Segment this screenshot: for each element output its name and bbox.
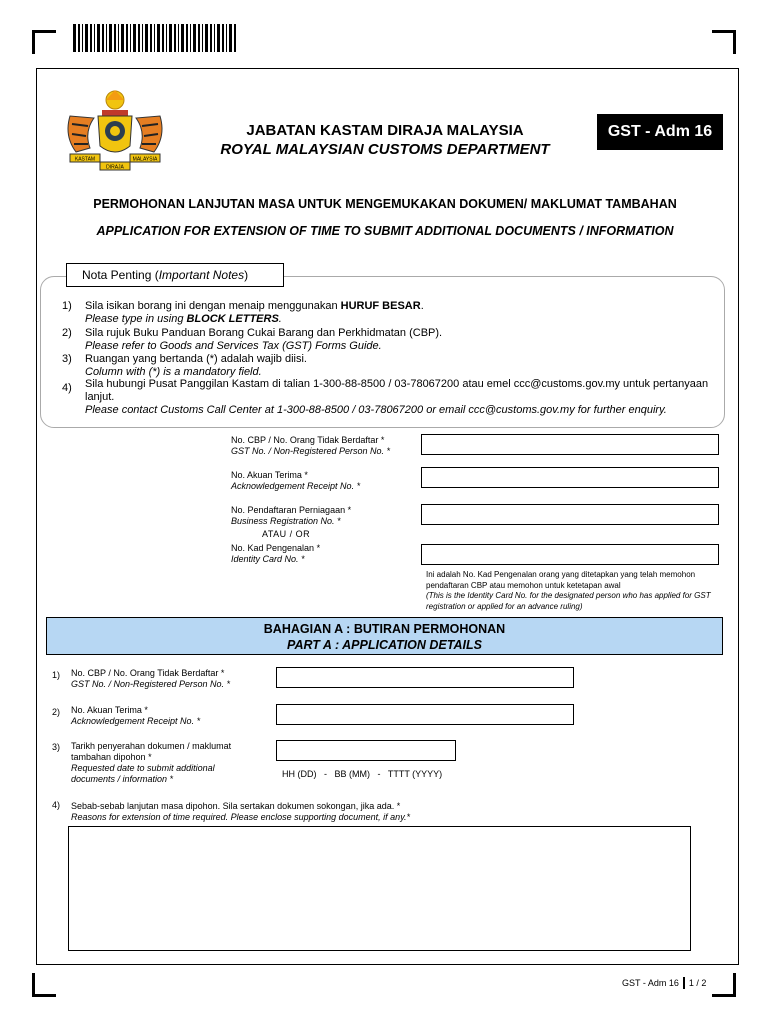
- barcode-bar: [193, 24, 196, 52]
- notes-heading-malay: Nota Penting (: [82, 268, 159, 282]
- notes-heading: [66, 263, 284, 287]
- note-text-english-bold: BLOCK LETTERS: [186, 313, 279, 325]
- crop-mark-top-right: [712, 30, 736, 54]
- barcode-bar: [169, 24, 172, 52]
- note-text-english: Please refer to Goods and Services Tax (GST) Forms Guide.: [85, 340, 382, 352]
- crest-text-right: MALAYSIA: [132, 156, 158, 163]
- form-title-malay: PERMOHONAN LANJUTAN MASA UNTUK MENGEMUKAKAN DOKUMEN/ MAKLUMAT TAMBAHAN: [93, 197, 677, 211]
- q3-label: [71, 741, 261, 785]
- barcode-bar: [102, 24, 104, 52]
- footer-page-number: 1 / 2: [688, 978, 707, 988]
- barcode-bar: [214, 24, 215, 52]
- part-a-heading-malay: BAHAGIAN A : BUTIRAN PERMOHONAN: [263, 622, 506, 636]
- barcode-bar: [174, 24, 176, 52]
- barcode-bar: [78, 24, 80, 52]
- barcode-bar: [202, 24, 203, 52]
- ic-input[interactable]: [421, 544, 719, 565]
- crop-mark-bottom-right: [712, 973, 736, 997]
- barcode-bar: [109, 24, 112, 52]
- barcode-bar: [205, 24, 208, 52]
- q2-number: 2): [52, 707, 61, 717]
- q3-date-input[interactable]: [276, 740, 456, 761]
- barcode-bar: [157, 24, 160, 52]
- part-a-heading-english: PART A : APPLICATION DETAILS: [287, 638, 482, 652]
- q1-label: [71, 668, 230, 690]
- q1-label-english: GST No. / Non-Registered Person No. *: [71, 679, 231, 689]
- barcode-bar: [162, 24, 164, 52]
- note-text-malay-end: .: [420, 300, 424, 312]
- ic-label: [231, 543, 320, 565]
- q2-label-malay: No. Akuan Terima *: [71, 705, 148, 715]
- barcode-bar: [118, 24, 119, 52]
- barcode-bar: [73, 24, 76, 52]
- note-item-4: [62, 378, 722, 417]
- barcode-bar: [138, 24, 140, 52]
- barcode-bar: [198, 24, 200, 52]
- note-item-2: [62, 327, 722, 353]
- barcode-bar: [130, 24, 131, 52]
- barcode-bar: [97, 24, 100, 52]
- ic-note-malay: Ini adalah No. Kad Pengenalan orang yang ditetapkan yang telah memohon pendaftaran CBP atau memohon untuk ketetapan awal: [426, 570, 696, 590]
- ack-no-label: [231, 470, 360, 492]
- gst-no-label-malay: No. CBP / No. Orang Tidak Berdaftar *: [231, 435, 385, 445]
- barcode-bar: [90, 24, 92, 52]
- q4-label-malay: Sebab-sebab lanjutan masa dipohon. Sila sertakan dokumen sokongan, jika ada. *: [71, 801, 401, 811]
- note-text-malay: Sila isikan borang ini dengan menaip menggunakan: [85, 300, 341, 312]
- q3-number: 3): [52, 742, 61, 752]
- barcode-bar: [226, 24, 227, 52]
- gst-no-label: [231, 435, 390, 457]
- footer-divider: [683, 977, 685, 989]
- note-text-english: Please type in using: [85, 313, 187, 325]
- barcode-bar: [222, 24, 224, 52]
- crop-mark-bottom-left: [32, 973, 56, 997]
- ack-no-input[interactable]: [421, 467, 719, 488]
- note-text-malay: Sila hubungi Pusat Panggilan Kastam di talian 1-300-88-8500 / 03-78067200 atau emel ccc@customs.gov.my untuk pertanyaan lanjut.: [85, 378, 709, 403]
- barcode-bar: [186, 24, 188, 52]
- note-text-english: Column with (*) is a mandatory field.: [85, 366, 262, 378]
- barcode-bar: [126, 24, 128, 52]
- barcode-bar: [234, 24, 236, 52]
- q2-label: [71, 705, 200, 727]
- barcode-bar: [133, 24, 136, 52]
- note-text-english: Please contact Customs Call Center at 1-300-88-8500 / 03-78067200 or email ccc@customs.gov.my for further enquiry.: [85, 404, 667, 416]
- ic-label-malay: No. Kad Pengenalan *: [231, 543, 321, 553]
- q2-ack-no-input[interactable]: [276, 704, 574, 725]
- ack-no-label-malay: No. Akuan Terima *: [231, 470, 308, 480]
- note-number: 4): [62, 382, 72, 394]
- note-text-malay: Ruangan yang bertanda (*) adalah wajib diisi.: [85, 353, 307, 365]
- barcode-bar: [229, 24, 232, 52]
- barcode-bar: [178, 24, 179, 52]
- q2-label-english: Acknowledgement Receipt No. *: [71, 716, 201, 726]
- barcode-bar: [114, 24, 116, 52]
- note-text-english-end: .: [278, 313, 282, 325]
- barcode-bar: [145, 24, 148, 52]
- notes-heading-close: ): [244, 268, 249, 282]
- brn-label-english: Business Registration No. *: [231, 516, 341, 526]
- department-name-malay: JABATAN KASTAM DIRAJA MALAYSIA: [246, 122, 524, 139]
- q4-label: [71, 801, 410, 823]
- department-name-english: ROYAL MALAYSIAN CUSTOMS DEPARTMENT: [220, 141, 550, 158]
- crop-mark-top-left: [32, 30, 56, 54]
- barcode-bar: [154, 24, 155, 52]
- note-text-malay: Sila rujuk Buku Panduan Borang Cukai Barang dan Perkhidmatan (CBP).: [85, 327, 443, 339]
- q3-label-english: Requested date to submit additional documents / information *: [71, 763, 215, 784]
- q4-label-english: Reasons for extension of time required. Please enclose supporting document, if any.*: [71, 812, 411, 822]
- note-item-1: [62, 300, 722, 326]
- footer-form-code: GST - Adm 16: [622, 978, 679, 988]
- part-a-header: [46, 617, 723, 655]
- brn-input[interactable]: [421, 504, 719, 525]
- barcode-bar: [82, 24, 83, 52]
- q1-number: 1): [52, 670, 61, 680]
- q4-reasons-textarea[interactable]: [68, 826, 691, 951]
- date-format-hint: HH (DD) - BB (MM) - TTTT (YYYY): [282, 769, 443, 779]
- q1-label-malay: No. CBP / No. Orang Tidak Berdaftar *: [71, 668, 225, 678]
- or-text: ATAU / OR: [262, 529, 311, 539]
- note-text-malay-bold: HURUF BESAR: [340, 300, 421, 312]
- barcode-bar: [210, 24, 212, 52]
- barcode: [73, 24, 239, 52]
- q4-number: 4): [52, 800, 61, 810]
- barcode-bar: [94, 24, 95, 52]
- q3-label-malay: Tarikh penyerahan dokumen / maklumat tambahan dipohon *: [71, 741, 232, 762]
- barcode-bar: [190, 24, 191, 52]
- barcode-bar: [150, 24, 152, 52]
- ic-note: [426, 570, 728, 612]
- note-number: 3): [62, 353, 72, 365]
- barcode-bar: [181, 24, 184, 52]
- barcode-bar: [142, 24, 143, 52]
- barcode-bar: [217, 24, 220, 52]
- form-code-badge: GST - Adm 16: [597, 114, 723, 150]
- crest-text-bottom: DIRAJA: [106, 164, 124, 171]
- footer: [622, 977, 706, 989]
- form-title-english: APPLICATION FOR EXTENSION OF TIME TO SUBMIT ADDITIONAL DOCUMENTS / INFORMATION: [96, 224, 674, 238]
- ack-no-label-english: Acknowledgement Receipt No. *: [231, 481, 361, 491]
- note-item-3: [62, 353, 722, 379]
- barcode-bar: [166, 24, 167, 52]
- note-number: 1): [62, 300, 72, 312]
- gst-no-input[interactable]: [421, 434, 719, 455]
- gst-no-label-english: GST No. / Non-Registered Person No. *: [231, 446, 391, 456]
- barcode-bar: [106, 24, 107, 52]
- note-number: 2): [62, 327, 72, 339]
- notes-heading-english: Important Notes: [158, 268, 245, 282]
- q1-gst-no-input[interactable]: [276, 667, 574, 688]
- crest-text-left: KASTAM: [74, 156, 96, 163]
- ic-note-english: (This is the Identity Card No. for the designated person who has applied for GST registration or applied for an advance ruling): [426, 591, 711, 611]
- brn-label: [231, 505, 351, 527]
- barcode-bar: [85, 24, 88, 52]
- brn-label-malay: No. Pendaftaran Perniagaan *: [231, 505, 352, 515]
- barcode-bar: [121, 24, 124, 52]
- ic-label-english: Identity Card No. *: [231, 554, 305, 564]
